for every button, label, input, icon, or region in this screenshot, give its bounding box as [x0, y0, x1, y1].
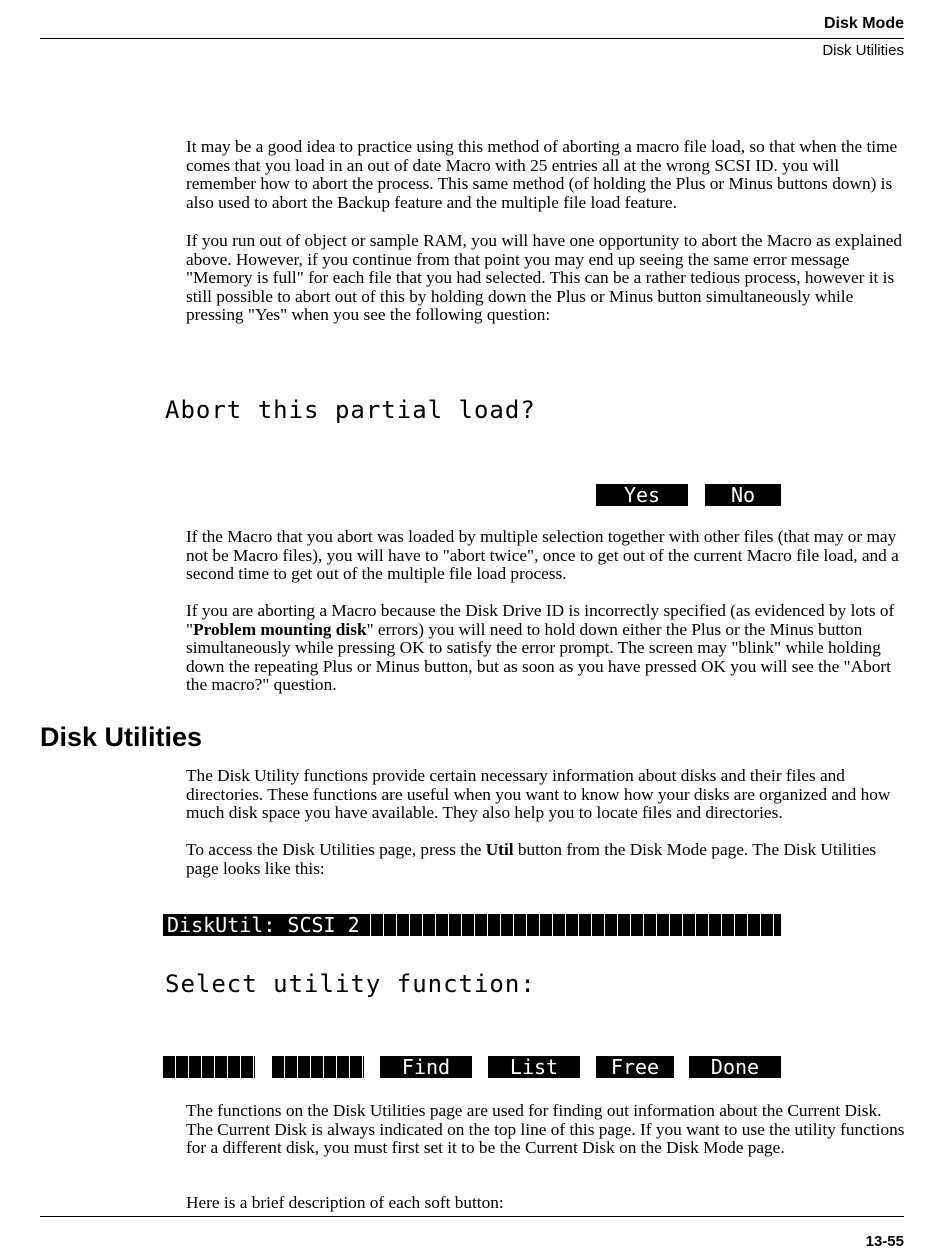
problem-mounting-disk-term: Problem mounting disk: [193, 619, 367, 639]
paragraph-access-util: [186, 841, 908, 878]
paragraph-access-util-part2: button from the Disk Mode page. The Disk Utilities page looks like this:: [186, 840, 877, 878]
select-utility-prompt: Select utility function:: [165, 970, 536, 998]
paragraph-utility-intro: The Disk Utility functions provide certain necessary information about disks and their files and directories. These functions are useful when you want to know how your disks are organized and how much disk space you have available. They also help you to locate files and directories.: [186, 766, 891, 823]
paragraph-softkey-intro: Here is a brief description of each soft button:: [186, 1193, 504, 1212]
paragraph-abort-twice: If the Macro that you abort was loaded by multiple selection together with other files (that may or may not be Macro files), you will have to "abort twice", once to get out of the current Macro file load, and a second time to get out of the multiple file load process.: [186, 527, 899, 584]
blank-softkey-2: [272, 1056, 364, 1078]
blank-softkey-1: [163, 1056, 255, 1078]
paragraph-abort-practice: It may be a good idea to practice using this method of aborting a macro file load, so that when the time comes that you load in an out of date Macro with 25 entries all at the wrong SCSI ID. you will remember how to abort the process. This same method (of holding the Plus or Minus buttons down) is also used to abort the Backup feature and the multiple file load feature.: [186, 137, 898, 212]
paragraph-access-util-part1: To access the Disk Utilities page, press the: [186, 840, 486, 859]
header-rule: [40, 38, 904, 39]
lcd-top-line-bar: [163, 914, 781, 936]
running-header-title: Disk Mode: [823, 15, 904, 32]
paragraph-disk-id: [186, 602, 908, 695]
find-softkey: Find: [380, 1056, 472, 1078]
lcd-top-line-text: DiskUtil: SCSI 2: [163, 914, 364, 936]
list-softkey: List: [488, 1056, 580, 1078]
abort-question: Abort this partial load?: [165, 396, 536, 424]
paragraph-out-of-ram: If you run out of object or sample RAM, you will have one opportunity to abort the Macro as explained above. However, if you continue from that point you may end up seeing the same error message "Memory is full" for each file that you had selected. This can be a rather tedious process, however it is still possible to abort out of this by holding down the Plus or Minus button simultaneously while pressing "Yes" when you see the following question:: [186, 231, 903, 325]
section-heading-disk-utilities: Disk Utilities: [40, 722, 203, 752]
yes-softkey: Yes: [596, 484, 688, 506]
paragraph-current-disk: The functions on the Disk Utilities page are used for finding out information about the Current Disk. The Current Disk is always indicated on the top line of this page. If you want to use the utility functions for a different disk, you must first set it to be the Current Disk on the Disk Mode page.: [186, 1101, 905, 1158]
free-softkey: Free: [596, 1056, 674, 1078]
no-softkey: No: [705, 484, 781, 506]
done-softkey: Done: [689, 1056, 781, 1078]
running-header-subtitle: Disk Utilities: [822, 42, 904, 59]
util-button-term: Util: [485, 840, 514, 859]
page-number: 13-55: [865, 1233, 904, 1250]
paragraph-disk-id-part2: " errors) you will need to hold down either the Plus or the Minus button simultaneously while pressing OK to satisfy the error prompt. The screen may "blink" while holding down the repeating Plus or Minus button, but as soon as you have pressed OK you will see the "Abort the macro?" question.: [186, 619, 891, 695]
footer-rule: [40, 1216, 904, 1217]
paragraph-disk-id-part1: If you are aborting a Macro because the Disk Drive ID is incorrectly specified (as evidenced by lots of ": [186, 601, 895, 639]
